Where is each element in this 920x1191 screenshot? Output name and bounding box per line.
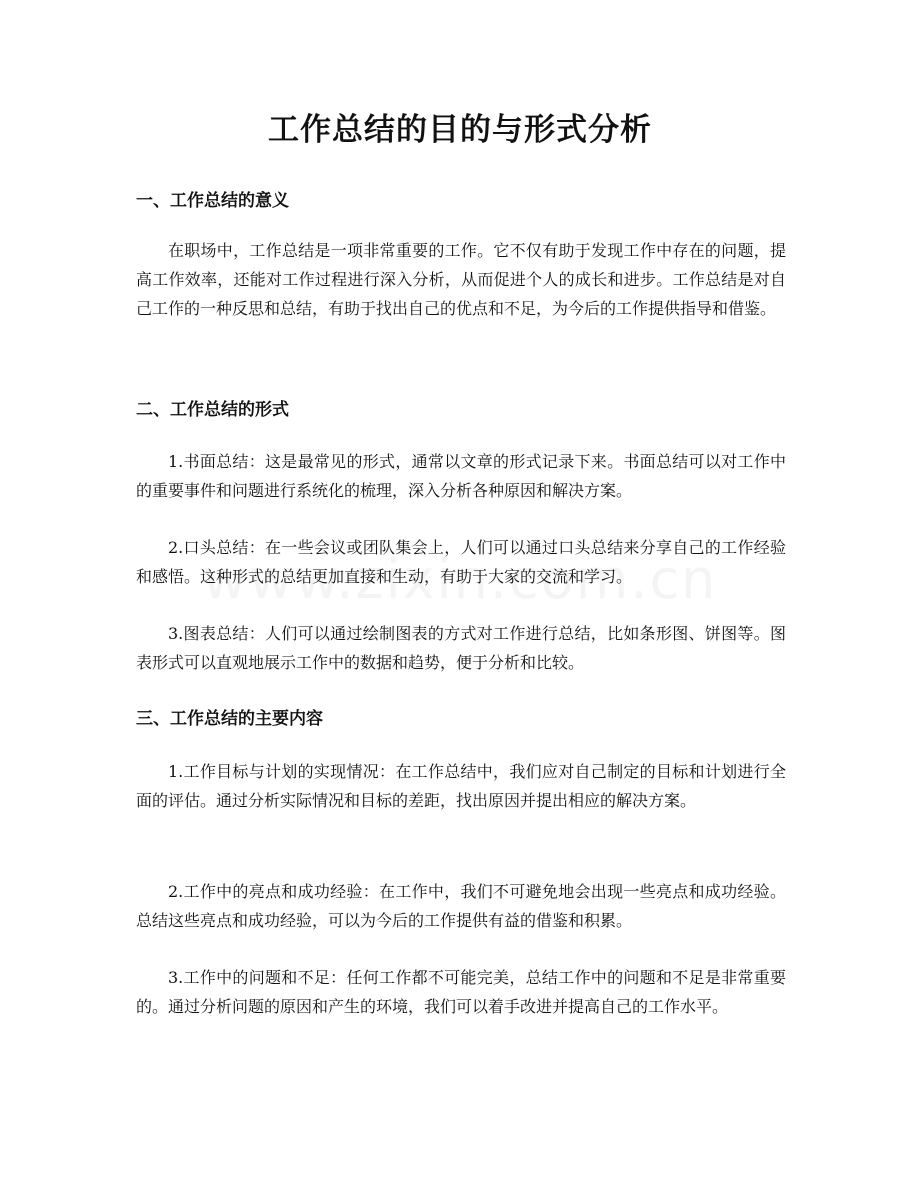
paragraph: 1.书面总结：这是最常见的形式，通常以文章的形式记录下来。书面总结可以对工作中的重要事件和问题进行系统化的梳理，深入分析各种原因和解决方案。: [136, 452, 786, 500]
section-heading: 二、工作总结的形式: [136, 400, 289, 420]
paragraph: 在职场中，工作总结是一项非常重要的工作。它不仅有助于发现工作中存在的问题，提高工作效率，还能对工作过程进行深入分析，从而促进个人的成长和进步。工作总结是对自己工作的一种反思和总结，有助于找出自己的优点和不足，为今后的工作提供指导和借鉴。: [136, 241, 786, 318]
paragraph: 1.工作目标与计划的实现情况：在工作总结中，我们应对自己制定的目标和计划进行全面的评估。通过分析实际情况和目标的差距，找出原因并提出相应的解决方案。: [136, 762, 786, 810]
document-title: 工作总结的目的与形式分析: [268, 112, 652, 148]
paragraph: 2.工作中的亮点和成功经验：在工作中，我们不可避免地会出现一些亮点和成功经验。总结这些亮点和成功经验，可以为今后的工作提供有益的借鉴和积累。: [136, 882, 786, 930]
section-heading: 一、工作总结的意义: [136, 191, 289, 211]
paragraph: 2.口头总结：在一些会议或团队集会上，人们可以通过口头总结来分享自己的工作经验和感悟。这种形式的总结更加直接和生动，有助于大家的交流和学习。: [136, 538, 786, 586]
section-heading: 三、工作总结的主要内容: [136, 709, 323, 729]
paragraph: 3.图表总结：人们可以通过绘制图表的方式对工作进行总结，比如条形图、饼图等。图表形式可以直观地展示工作中的数据和趋势，便于分析和比较。: [136, 624, 786, 672]
paragraph: 3.工作中的问题和不足：任何工作都不可能完美，总结工作中的问题和不足是非常重要的。通过分析问题的原因和产生的环境，我们可以着手改进并提高自己的工作水平。: [136, 968, 786, 1016]
